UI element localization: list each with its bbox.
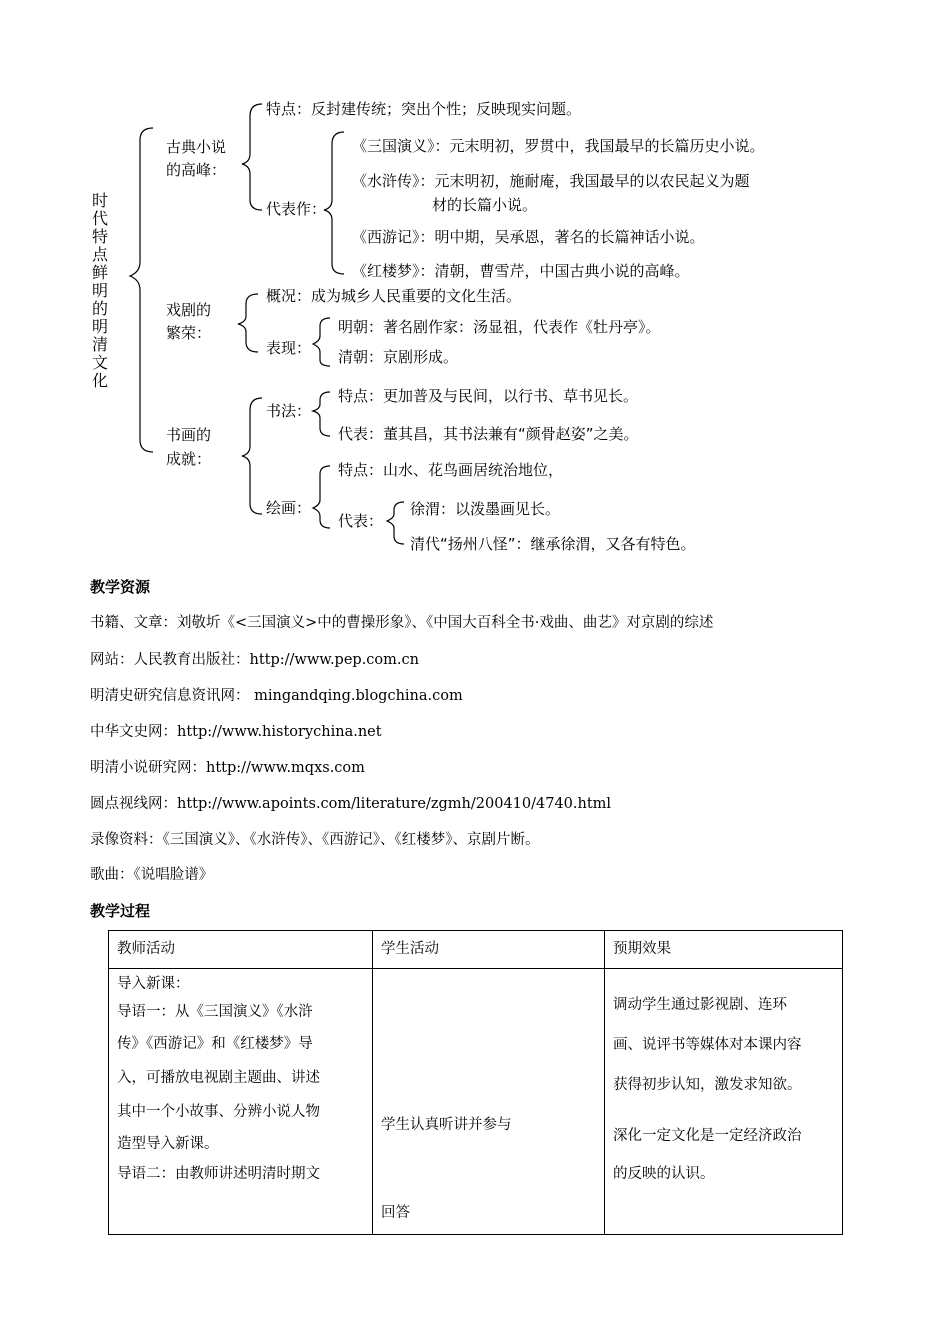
resource-line: 歌曲：《说唱脸谱》 [90, 867, 214, 883]
novel-rep-label: 代表作： [266, 200, 327, 218]
teacher-line: 导语一：从《三国演义》《水浒 [117, 1004, 313, 1020]
works-brace [324, 132, 344, 274]
mindmap-root-title: 时代特点鲜明的明清文化 [91, 191, 108, 390]
drama-label-line1: 戏剧的 [166, 301, 212, 319]
effect-line: 的反映的认识。 [613, 1166, 715, 1182]
resource-line: 圆点视线网：http://www.apoints.com/literature/zgmh/200410/4740.html [90, 796, 612, 812]
novel-label-line2: 的高峰： [166, 161, 227, 179]
effect-cell [605, 969, 843, 1235]
painting-rep-xuwei: 徐渭：以泼墨画见长。 [410, 500, 561, 518]
table-row [109, 969, 843, 1235]
drama-perf-label: 表现： [266, 339, 312, 357]
effect-line: 深化一定文化是一定经济政治 [613, 1128, 802, 1144]
teacher-line: 造型导入新课。 [117, 1136, 219, 1152]
calligraphy-feature: 特点：更加普及与民间，以行书、草书见长。 [338, 387, 639, 405]
drama-overview: 概况：成为城乡人民重要的文化生活。 [266, 287, 522, 305]
painting-rep-brace [387, 502, 404, 544]
calligraphy-label: 书法： [266, 402, 312, 420]
calligraphy-brace [313, 392, 330, 436]
art-label-line1: 书画的 [166, 426, 212, 444]
work-xiyou: 《西游记》：明中期，吴承恩，著名的长篇神话小说。 [352, 228, 705, 246]
effect-line: 画、说评书等媒体对本课内容 [613, 1037, 802, 1053]
process-table [108, 930, 843, 1235]
drama-label-line2: 繁荣： [166, 324, 212, 342]
art-label-line2: 成就： [166, 450, 212, 468]
resource-line: 书籍、文章：刘敬圻《<三国演义>中的曹操形象》、《中国大百科全书·戏曲、曲艺》对京剧的综述 [90, 615, 714, 631]
work-honglou: 《红楼梦》：清朝，曹雪芹，中国古典小说的高峰。 [352, 262, 690, 280]
resource-line: 中华文史网：http://www.historychina.net [90, 724, 382, 740]
drama-qing: 清朝：京剧形成。 [338, 348, 459, 366]
header-effect: 预期效果 [605, 931, 843, 969]
painting-rep-yangzhou: 清代“扬州八怪”：继承徐渭，又各有特色。 [410, 535, 696, 553]
teacher-line: 导入新课： [117, 976, 190, 992]
student-line: 学生认真听讲并参与 [381, 1117, 512, 1133]
novel-features: 特点：反封建传统；突出个性；反映现实问题。 [266, 100, 582, 118]
drama-ming: 明朝：著名剧作家：汤显祖，代表作《牡丹亭》。 [338, 318, 661, 336]
effect-line: 获得初步认知，激发求知欲。 [613, 1077, 802, 1093]
resource-line: 明清史研究信息资讯网： mingandqing.blogchina.com [90, 688, 463, 704]
art-brace [242, 398, 262, 514]
drama-brace [238, 294, 258, 352]
root-brace [130, 128, 153, 452]
resource-line: 明清小说研究网：http://www.mqxs.com [90, 760, 365, 776]
work-sanguo: 《三国演义》：元末明初，罗贯中，我国最早的长篇历史小说。 [352, 137, 765, 155]
process-heading: 教学过程 [90, 902, 151, 920]
painting-brace [313, 466, 330, 528]
teacher-line: 入，可播放电视剧主题曲、讲述 [117, 1070, 320, 1086]
painting-rep-label: 代表： [338, 512, 384, 530]
novel-label-line1: 古典小说 [166, 138, 227, 156]
header-student: 学生活动 [373, 931, 605, 969]
table-header-row [109, 931, 843, 969]
teacher-cell [109, 969, 373, 1235]
perf-brace [313, 318, 330, 366]
painting-feature: 特点：山水、花鸟画居统治地位， [338, 461, 564, 479]
resources-heading: 教学资源 [90, 578, 151, 596]
resource-line: 网站：人民教育出版社：http://www.pep.com.cn [90, 652, 419, 668]
work-shuihu-cont: 材的长篇小说。 [432, 196, 538, 214]
teacher-line: 导语二：由教师讲述明清时期文 [117, 1166, 320, 1182]
novel-brace [242, 104, 262, 210]
effect-line: 调动学生通过影视剧、连环 [613, 997, 787, 1013]
calligraphy-rep: 代表：董其昌，其书法兼有“颜骨赵姿”之美。 [338, 425, 639, 443]
header-teacher: 教师活动 [109, 931, 373, 969]
work-shuihu: 《水浒传》：元末明初，施耐庵，我国最早的以农民起义为题 [352, 172, 750, 190]
painting-label: 绘画： [266, 499, 312, 517]
teacher-line: 其中一个小故事、分辨小说人物 [117, 1104, 320, 1120]
student-cell [373, 969, 605, 1235]
student-line: 回答 [381, 1205, 410, 1221]
resource-line: 录像资料：《三国演义》、《水浒传》、《西游记》、《红楼梦》、京剧片断。 [90, 832, 540, 848]
teacher-line: 传》《西游记》和《红楼梦》导 [117, 1036, 313, 1052]
